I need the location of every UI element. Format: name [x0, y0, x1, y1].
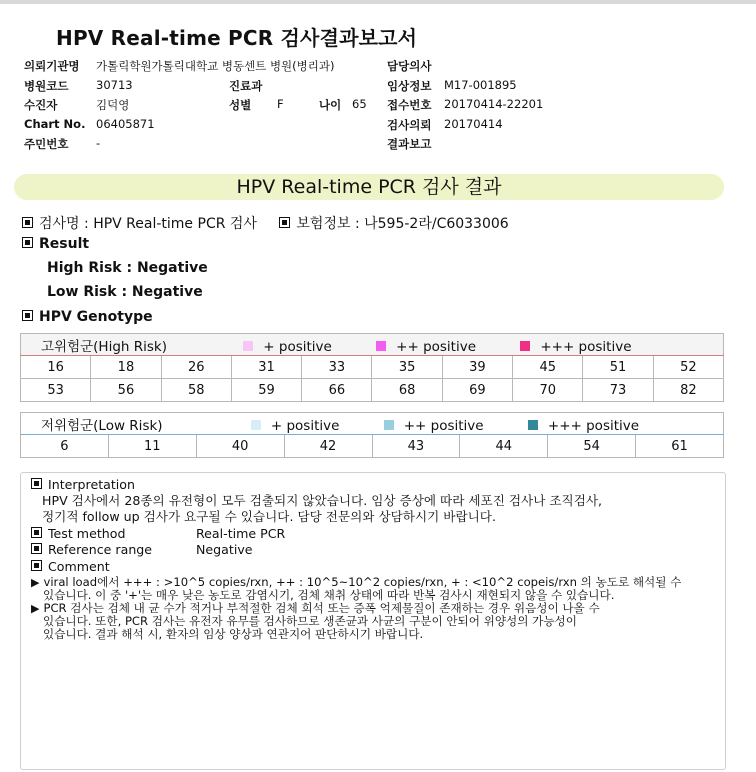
age-value: 65: [352, 97, 367, 111]
interpretation-text-2: 정기적 follow up 검사가 요구될 수 있습니다. 담당 전문의와 상담하시기 바랍니다.: [42, 509, 496, 524]
triangle-bullet-icon: ▶: [31, 602, 40, 615]
square-bullet-icon: [31, 543, 42, 554]
comment-heading-line: [31, 559, 110, 576]
high-risk-legend: [243, 339, 671, 355]
test-method-label: Test method: [48, 526, 126, 541]
genotype-cell: 69: [442, 379, 512, 402]
comment-2-line-1: ▶ PCR 검사는 검체 내 균 수가 적거나 부적절한 검체 희석 또는 증폭 억제물질이 존재하는 경우 위음성이 나올 수: [31, 601, 600, 615]
test-name: 검사명 : HPV Real-time PCR 검사: [39, 216, 257, 232]
table-row: [21, 379, 724, 402]
interpretation-heading-line: [31, 477, 135, 494]
resident-value: -: [96, 136, 101, 150]
legend-item: ++ positive: [376, 339, 476, 355]
sex-value: F: [277, 97, 284, 111]
test-method-line: [31, 526, 125, 543]
genotype-cell: 68: [372, 379, 442, 402]
square-bullet-icon: [31, 527, 42, 538]
comment-label: Comment: [48, 559, 110, 574]
department-label: 진료과: [229, 78, 263, 93]
reference-range-label: Reference range: [48, 542, 153, 557]
legend-item: + positive: [243, 339, 332, 355]
age-label: 나이: [319, 98, 342, 112]
low-risk-table: [20, 412, 724, 458]
table-row: [21, 435, 724, 458]
hospital-code-label: 병원코드: [24, 78, 69, 93]
genotype-cell: 66: [302, 379, 372, 402]
triangle-bullet-icon: ▶: [31, 576, 40, 589]
genotype-heading: HPV Genotype: [39, 309, 153, 325]
patient-label: 수진자: [24, 98, 58, 112]
legend-item: +++ positive: [520, 339, 631, 355]
genotype-cell: 52: [653, 356, 723, 379]
physician-label: 담당의사: [387, 59, 432, 73]
comment-2-line-2: 있습니다. 또한, PCR 검사는 유전자 유무를 검사하므로 생존균과 사균의 구분이 안되어 위양성의 가능성이: [43, 614, 577, 628]
genotype-cell: 42: [284, 435, 372, 458]
receipt-value: 20170414-22201: [444, 97, 544, 111]
test-info-line: [22, 213, 509, 233]
request-date-value: 20170414: [444, 116, 503, 131]
square-bullet-icon: [22, 237, 33, 248]
report-title: HPV Real-time PCR 검사결과보고서: [56, 26, 418, 50]
result-banner: HPV Real-time PCR 검사 결과: [14, 174, 724, 200]
genotype-cell: 51: [583, 356, 653, 379]
square-bullet-icon: [279, 217, 290, 228]
low-risk-legend: [251, 418, 679, 434]
square-bullet-icon: [22, 310, 33, 321]
genotype-cell: 61: [636, 435, 724, 458]
genotype-cell: 40: [196, 435, 284, 458]
low-risk-label: 저위험군(Low Risk): [41, 417, 163, 434]
genotype-cell: 26: [161, 356, 231, 379]
genotype-cell: 45: [513, 356, 583, 379]
legend-item: + positive: [251, 418, 340, 434]
chart-value: 06405871: [96, 116, 155, 131]
high-risk-result: High Risk : Negative: [47, 260, 208, 276]
genotype-cell: 73: [583, 379, 653, 402]
interpretation-heading: Interpretation: [48, 477, 135, 492]
legend-swatch: [251, 420, 261, 430]
genotype-cell: 82: [653, 379, 723, 402]
report-label: 결과보고: [387, 137, 432, 151]
institution-value: 가톨릭학원가톨릭대학교 병동센트 병원(병리과): [96, 59, 335, 73]
legend-swatch: [243, 341, 253, 351]
reference-range-value: Negative: [196, 542, 253, 557]
genotype-cell: 53: [21, 379, 91, 402]
comment-2-line-3: 있습니다. 결과 해석 시, 환자의 임상 양상과 연관지어 판단하시기 바랍니다.: [43, 627, 424, 641]
genotype-cell: 18: [91, 356, 161, 379]
low-risk-header: [21, 413, 724, 435]
insurance-info: 보험정보 : 나595-2라/C6033006: [296, 216, 509, 232]
hospital-code-value: 30713: [96, 77, 133, 92]
legend-item: ++ positive: [384, 418, 484, 434]
genotype-cell: 59: [231, 379, 301, 402]
interpretation-box: [20, 472, 726, 770]
legend-swatch: [376, 341, 386, 351]
reference-range-line: [31, 542, 152, 559]
genotype-cell: 39: [442, 356, 512, 379]
interpretation-text-1: HPV 검사에서 28종의 유전형이 모두 검출되지 않았습니다. 임상 증상에 따라 세포진 검사나 조직검사,: [42, 493, 603, 508]
square-bullet-icon: [22, 217, 33, 228]
high-risk-header: [21, 334, 724, 356]
genotype-cell: 54: [548, 435, 636, 458]
legend-item: +++ positive: [528, 418, 639, 434]
patient-value: 김덕영: [96, 98, 130, 112]
genotype-cell: 16: [21, 356, 91, 379]
receipt-label: 접수번호: [387, 98, 432, 112]
genotype-cell: 31: [231, 356, 301, 379]
low-risk-result: Low Risk : Negative: [47, 284, 203, 300]
genotype-cell: 35: [372, 356, 442, 379]
square-bullet-icon: [31, 478, 42, 489]
square-bullet-icon: [31, 560, 42, 571]
patient-info: [24, 58, 744, 156]
legend-swatch: [384, 420, 394, 430]
result-heading-line: [22, 236, 89, 252]
resident-label: 주민번호: [24, 137, 69, 151]
institution-label: 의뢰기관명: [24, 59, 80, 73]
genotype-cell: 44: [460, 435, 548, 458]
genotype-cell: 6: [21, 435, 109, 458]
genotype-heading-line: [22, 309, 153, 325]
genotype-cell: 11: [108, 435, 196, 458]
high-risk-table: [20, 333, 724, 402]
sex-label: 성별: [229, 98, 252, 112]
high-risk-label: 고위험군(High Risk): [41, 338, 167, 355]
clinical-info-label: 임상정보: [387, 78, 432, 93]
request-date-label: 검사의뢰: [387, 117, 432, 132]
top-divider: [0, 0, 756, 4]
table-row: [21, 356, 724, 379]
genotype-cell: 33: [302, 356, 372, 379]
test-method-value: Real-time PCR: [196, 526, 286, 541]
comment-1-line-2: 있습니다. 이 중 '+'는 매우 낮은 농도로 감염시기, 검체 채취 상태에 따라 반복 검사시 재현되지 않을 수 있습니다.: [43, 588, 615, 602]
clinical-info-value: M17-001895: [444, 77, 517, 92]
genotype-cell: 70: [513, 379, 583, 402]
legend-swatch: [528, 420, 538, 430]
result-heading: Result: [39, 236, 90, 252]
chart-label: Chart No.: [24, 116, 86, 131]
comment-1-line-1: ▶ viral load에서 +++ : >10^5 copies/rxn, ++ : 10^5~10^2 copies/rxn, + : <10^2 copeis/rxn 의 농도로 해석될 수: [31, 575, 682, 589]
genotype-cell: 58: [161, 379, 231, 402]
genotype-cell: 43: [372, 435, 460, 458]
legend-swatch: [520, 341, 530, 351]
genotype-cell: 56: [91, 379, 161, 402]
